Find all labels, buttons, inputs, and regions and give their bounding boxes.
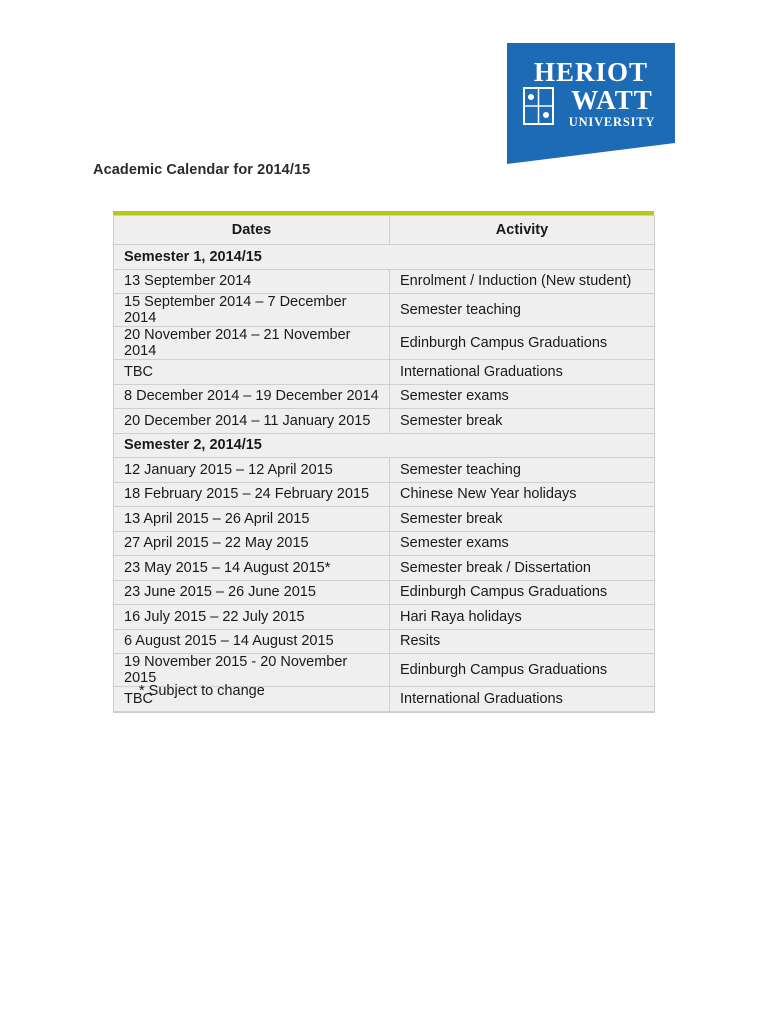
table-row <box>114 269 655 294</box>
section-label: Semester 1, 2014/15 <box>114 245 655 270</box>
table-row <box>114 605 655 630</box>
footnote: * Subject to change <box>139 683 265 699</box>
dates-cell: 12 January 2015 – 12 April 2015 <box>114 458 390 483</box>
table-row <box>114 556 655 581</box>
activity-cell: Semester teaching <box>390 458 655 483</box>
table-row <box>114 294 655 327</box>
table-row <box>114 580 655 605</box>
dates-cell: 13 April 2015 – 26 April 2015 <box>114 507 390 532</box>
dates-cell: 8 December 2014 – 19 December 2014 <box>114 384 390 409</box>
calendar-table <box>113 211 654 713</box>
dates-cell: 27 April 2015 – 22 May 2015 <box>114 531 390 556</box>
activity-cell: Hari Raya holidays <box>390 605 655 630</box>
table-row <box>114 531 655 556</box>
activity-cell: Semester exams <box>390 384 655 409</box>
table-header-row <box>114 216 655 245</box>
activity-cell: Chinese New Year holidays <box>390 482 655 507</box>
activity-cell: International Graduations <box>390 687 655 712</box>
activity-cell: Semester break / Dissertation <box>390 556 655 581</box>
section-row <box>114 245 655 270</box>
activity-cell: Semester exams <box>390 531 655 556</box>
activity-cell: Edinburgh Campus Graduations <box>390 654 655 687</box>
activity-cell: Semester break <box>390 409 655 434</box>
activity-cell: Semester teaching <box>390 294 655 327</box>
table-row <box>114 458 655 483</box>
activity-cell: Resits <box>390 629 655 654</box>
activity-cell: Edinburgh Campus Graduations <box>390 580 655 605</box>
table-row <box>114 507 655 532</box>
table-row <box>114 629 655 654</box>
column-header-dates: Dates <box>114 216 390 245</box>
university-logo <box>507 43 675 164</box>
column-header-activity: Activity <box>390 216 655 245</box>
activity-cell: Enrolment / Induction (New student) <box>390 269 655 294</box>
table-row <box>114 409 655 434</box>
dates-cell: 15 September 2014 – 7 December 2014 <box>114 294 390 327</box>
dates-cell: 6 August 2015 – 14 August 2015 <box>114 629 390 654</box>
table-row <box>114 384 655 409</box>
svg-text:UNIVERSITY: UNIVERSITY <box>568 115 656 129</box>
activity-cell: Semester break <box>390 507 655 532</box>
table-row <box>114 360 655 385</box>
section-label: Semester 2, 2014/15 <box>114 433 655 458</box>
table-row <box>114 482 655 507</box>
section-row <box>114 433 655 458</box>
table-row <box>114 327 655 360</box>
svg-text:HERIOT: HERIOT <box>533 57 649 87</box>
dates-cell: TBC <box>114 360 390 385</box>
dates-cell: 23 May 2015 – 14 August 2015* <box>114 556 390 581</box>
activity-cell: International Graduations <box>390 360 655 385</box>
dates-cell: 20 November 2014 – 21 November 2014 <box>114 327 390 360</box>
dates-cell: TBC <box>114 687 390 712</box>
page-title: Academic Calendar for 2014/15 <box>93 162 311 178</box>
dates-cell: 23 June 2015 – 26 June 2015 <box>114 580 390 605</box>
dates-cell: 16 July 2015 – 22 July 2015 <box>114 605 390 630</box>
dates-cell: 18 February 2015 – 24 February 2015 <box>114 482 390 507</box>
svg-text:WATT: WATT <box>571 85 653 115</box>
dates-cell: 13 September 2014 <box>114 269 390 294</box>
activity-cell: Edinburgh Campus Graduations <box>390 327 655 360</box>
table-row <box>114 654 655 687</box>
dates-cell: 19 November 2015 - 20 November 2015 <box>114 654 390 687</box>
dates-cell: 20 December 2014 – 11 January 2015 <box>114 409 390 434</box>
